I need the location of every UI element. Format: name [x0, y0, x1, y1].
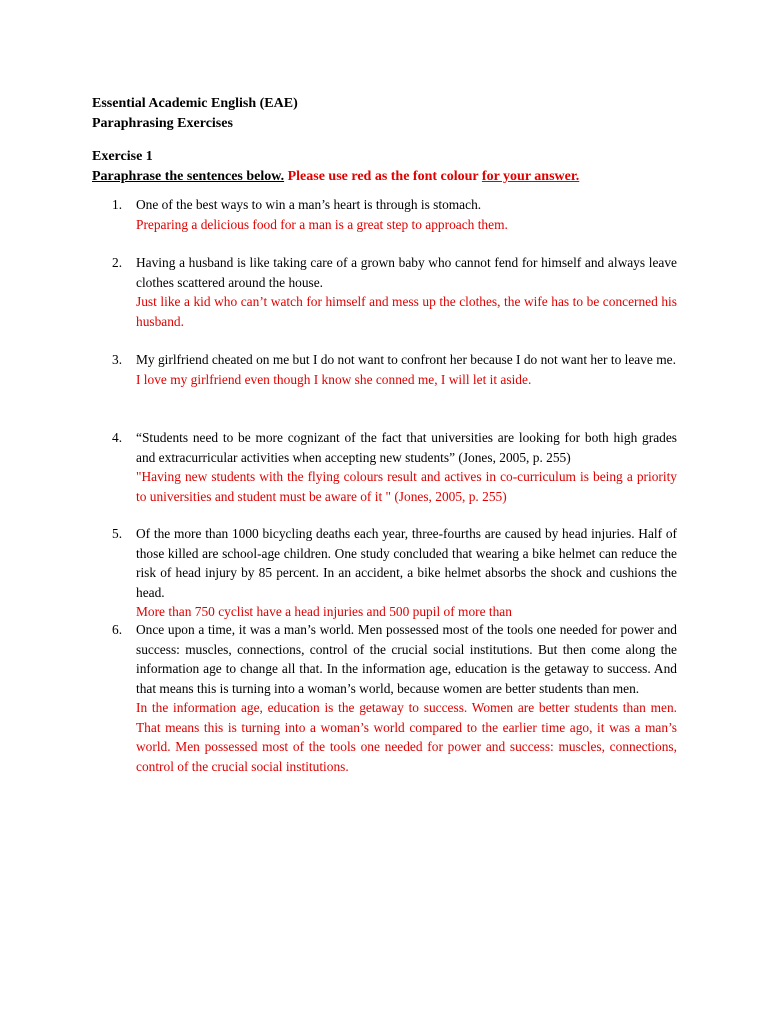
item-question: My girlfriend cheated on me but I do not want to confront her because I do not want her to leave me. [136, 352, 676, 367]
instruction-red-text: Please use red as the font colour [284, 169, 482, 184]
item-answer: More than 750 cyclist have a head injuries and 500 pupil of more than [136, 604, 512, 619]
item-number: 2. [112, 255, 123, 270]
item-answer: Preparing a delicious food for a man is a great step to approach them. [136, 216, 508, 232]
exercise-instruction [92, 167, 579, 187]
item-answer: In the information age, education is the getaway to success. Women are better students than men. That means this is turning into a woman’s world compared to the earlier time ago, it was a man’s world. Men possessed most of the tools one needed for power and success: muscles, connections, control of the crucial social institutions. [136, 700, 677, 774]
item-answer: Just like a kid who can’t watch for himself and mess up the clothes, the wife has to be concerned his husband. [136, 294, 677, 329]
exercise-header [92, 147, 579, 187]
list-item [112, 350, 677, 389]
item-number: 4. [112, 430, 123, 445]
list-item [112, 195, 677, 234]
item-question: Having a husband is like taking care of a grown baby who cannot fend for himself and always leave clothes scattered around the house. [136, 255, 677, 290]
item-number: 3. [112, 352, 123, 367]
item-question: One of the best ways to win a man’s heart is through is stomach. [136, 197, 482, 212]
document-header [92, 94, 298, 134]
item-question: Of the more than 1000 bicycling deaths each year, three-fourths are caused by head injuries. Half of those killed are school-age children. One study concluded that wearing a bike helmet can reduce the risk of head injury by 85 percent. In an accident, a bike helmet absorbs the shock and cushions the head. [136, 526, 677, 600]
item-number: 6. [112, 622, 123, 637]
item-question: “Students need to be more cognizant of the fact that universities are looking for both high grades and extracurricular activities when accepting new students” (Jones, 2005, p. 255) [136, 430, 677, 465]
instruction-text: Paraphrase the sentences below. [92, 169, 285, 184]
item-answer: I love my girlfriend even though I know she conned me, I will let it aside. [136, 371, 532, 387]
item-answer: "Having new students with the flying colours result and actives in co-curriculum is being a priority to universities and student must be aware of it " (Jones, 2005, p. 255) [136, 469, 677, 504]
item-number: 1. [112, 197, 123, 212]
course-title: Essential Academic English (EAE) [92, 96, 298, 111]
list-item [112, 253, 677, 331]
exercise-heading: Exercise 1 [92, 149, 153, 164]
instruction-red-underlined: for your answer. [481, 169, 580, 184]
list-item [112, 428, 677, 506]
item-question: Once upon a time, it was a man’s world. Men possessed most of the tools one needed for power and success: muscles, connections, control of the crucial social institutions. But then come along the information age to change all that. In the information age, education is the getaway to success. And that means this is turning into a woman’s world, because women are better students than men. [136, 622, 677, 696]
list-item [112, 620, 677, 776]
list-item [112, 524, 677, 622]
item-number: 5. [112, 526, 123, 541]
document-subtitle: Paraphrasing Exercises [92, 116, 233, 131]
